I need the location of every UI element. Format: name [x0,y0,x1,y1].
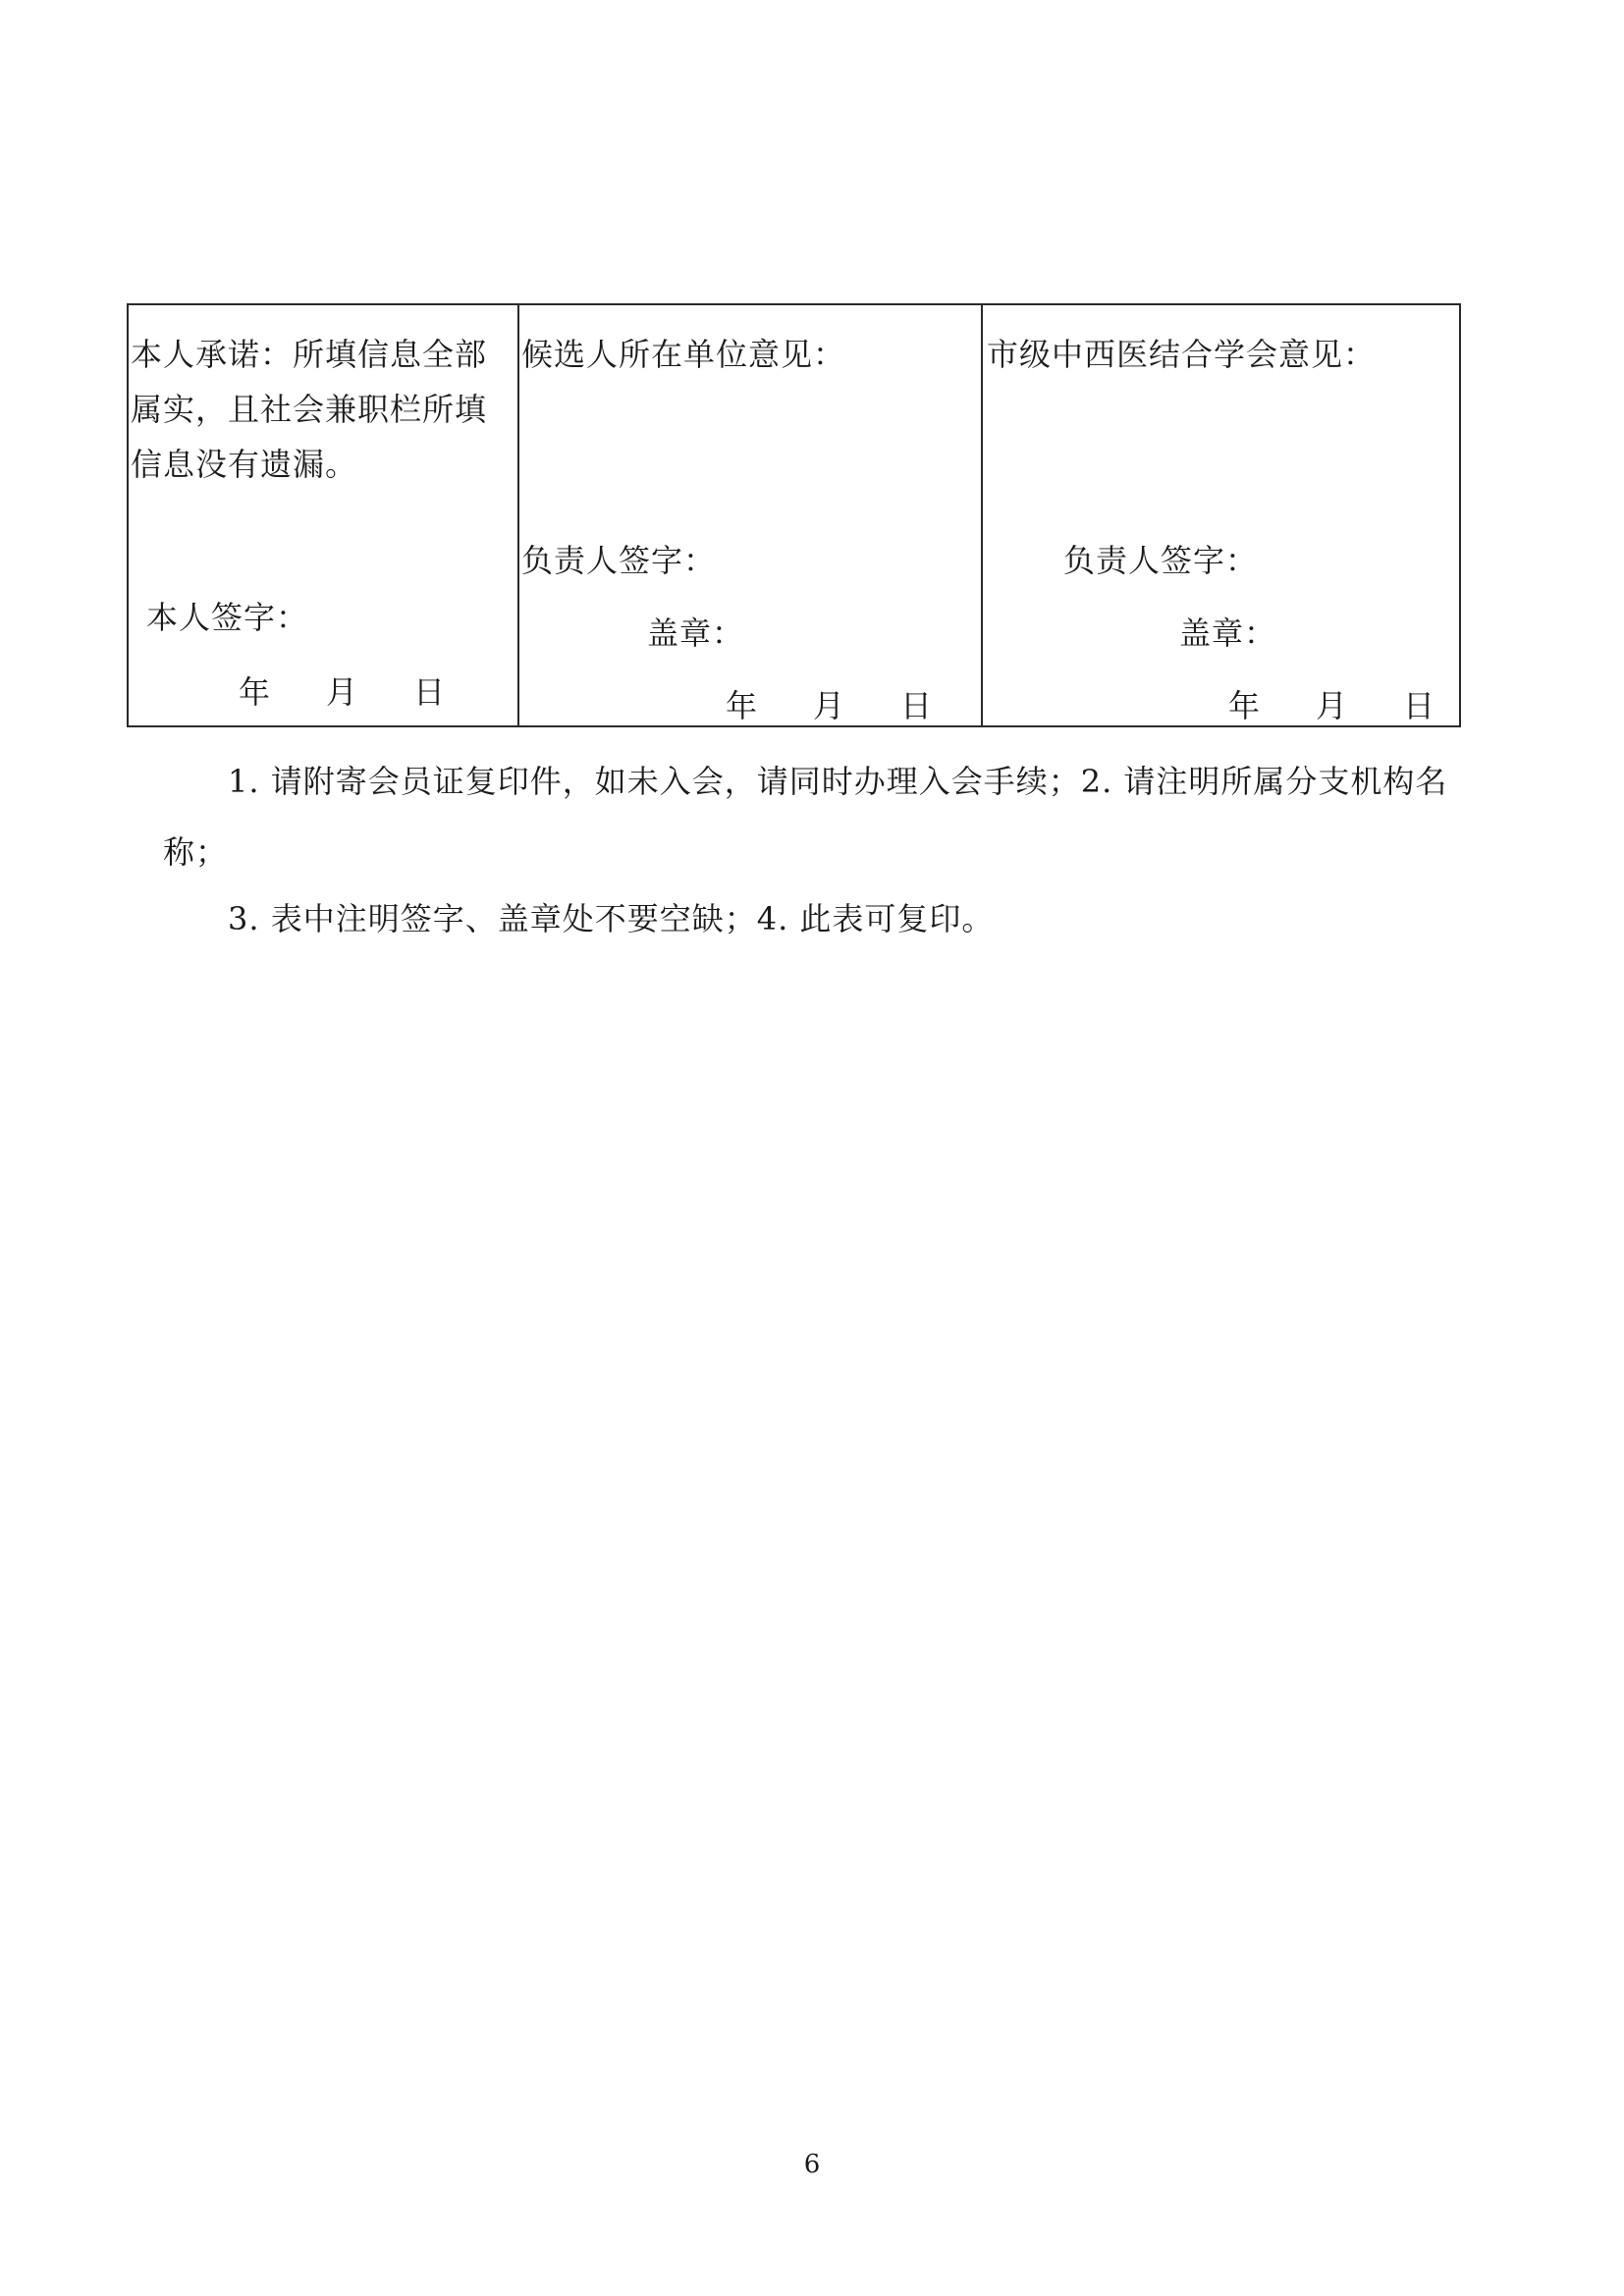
society-date-day: 日 [1403,687,1436,724]
unit-opinion-label: 候选人所在单位意见： [521,336,846,373]
society-seal-label: 盖章： [1179,614,1277,652]
applicant-date-day: 日 [413,673,447,711]
applicant-pledge: 本人承诺：所填信息全部属实，且社会兼职栏所填信息没有遗漏。 [131,336,488,483]
society-signature-label: 负责人签字： [1063,542,1259,579]
society-date [1228,678,1435,733]
society-date-month: 月 [1316,687,1349,724]
society-opinion-column [981,305,1461,725]
applicant-column [129,305,515,725]
unit-date-year: 年 [726,687,759,724]
unit-seal-label: 盖章： [647,614,745,652]
unit-date-month: 月 [813,687,846,724]
applicant-date-month: 月 [326,673,359,711]
unit-signature-label: 负责人签字： [521,542,717,579]
unit-date [726,678,933,733]
society-date-year: 年 [1228,687,1262,724]
unit-date-day: 日 [900,687,934,724]
applicant-date-year: 年 [239,673,272,711]
note-line-3: 3. 表中注明签字、盖章处不要空缺；4. 此表可复印。 [228,900,995,937]
note-line-1: 1. 请附寄会员证复印件，如未入会，请同时办理入会手续；2. 请注明所属分支机构名 [228,763,1448,800]
note-line-2: 称； [163,833,229,871]
society-opinion-label: 市级中西医结合学会意见： [987,336,1377,373]
unit-opinion-column [517,305,981,725]
recommendation-form-table [127,303,1461,727]
applicant-signature-label: 本人签字： [146,599,309,636]
page-number: 6 [803,2150,821,2179]
applicant-date [239,665,446,720]
